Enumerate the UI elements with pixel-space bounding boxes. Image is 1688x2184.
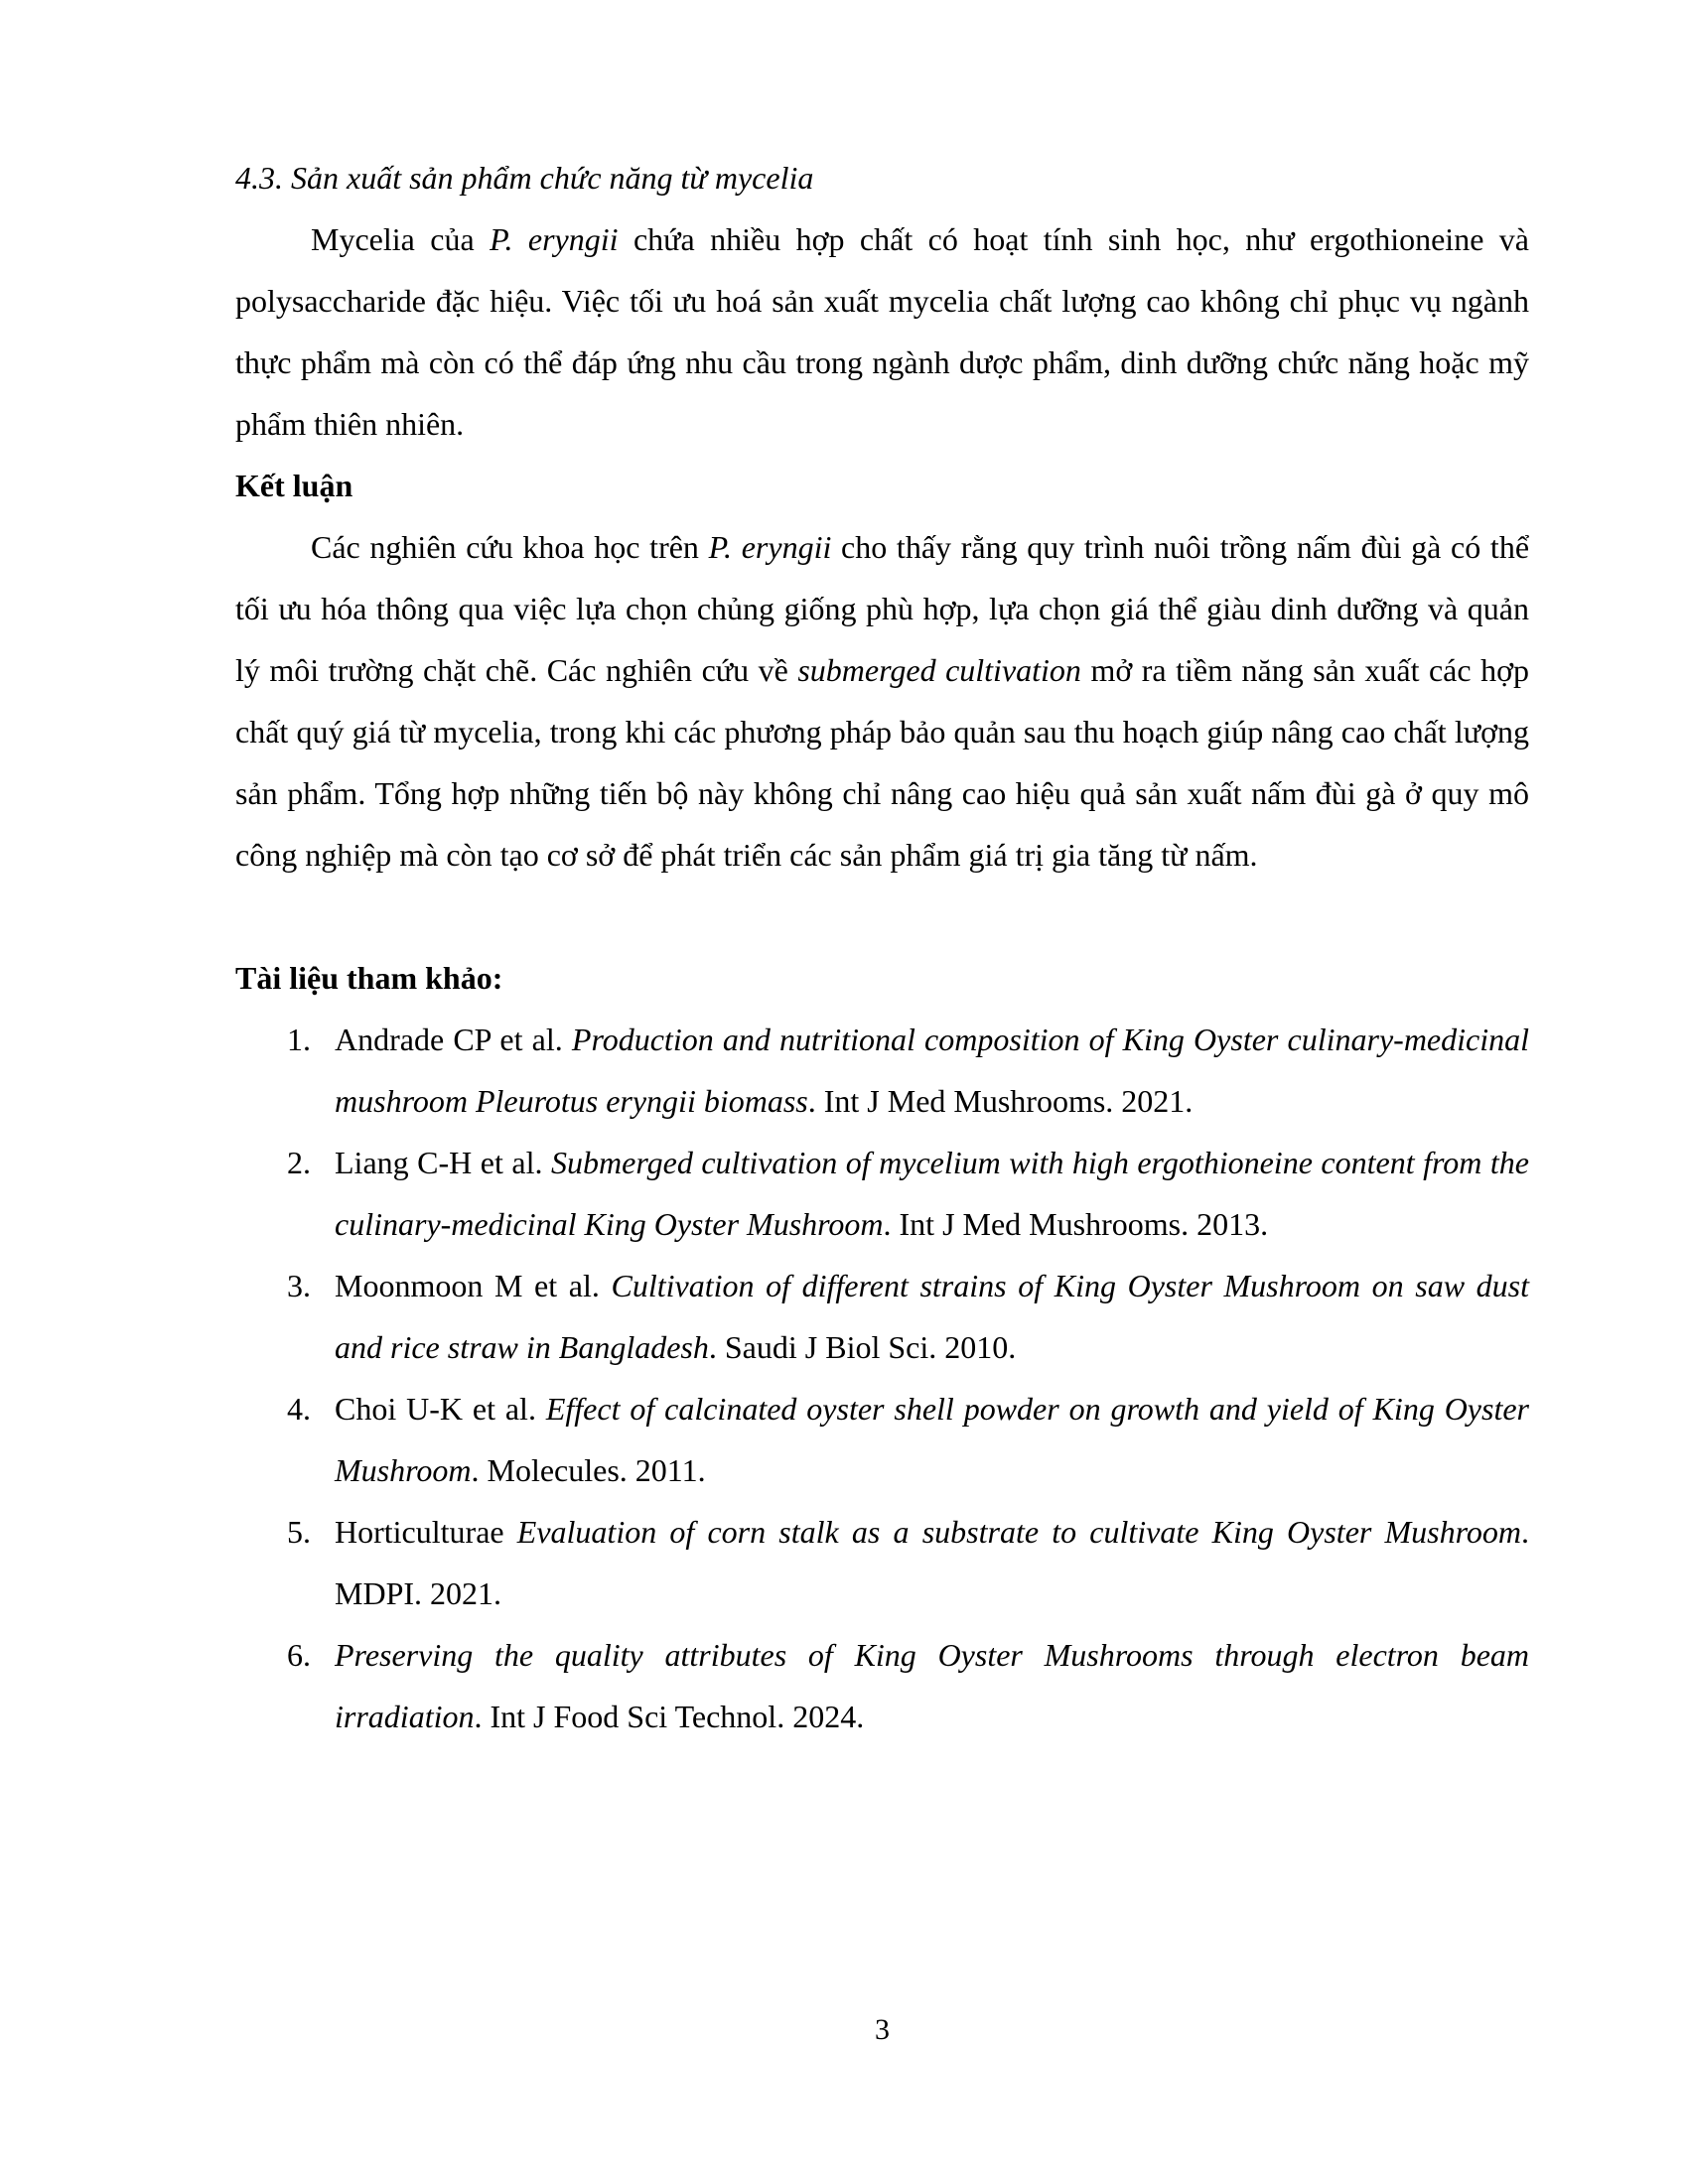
text-segment: Cultivation of different strains of King Oyster Mushroom on saw dust and rice straw in Bangladesh bbox=[335, 1268, 1530, 1365]
reference-item bbox=[235, 1378, 1529, 1501]
text-segment: Submerged cultivation of mycelium with high ergothioneine content from the culinary-medicinal King Oyster Mushroom bbox=[335, 1145, 1530, 1242]
text-segment: Liang C-H et al. bbox=[335, 1145, 552, 1180]
reference-text bbox=[335, 1268, 1529, 1365]
text-segment: Effect of calcinated oyster shell powder on growth and yield of King Oyster Mushroom bbox=[335, 1391, 1530, 1488]
text-segment: Evaluation of corn stalk as a substrate to cultivate King Oyster Mushroom bbox=[516, 1514, 1522, 1550]
paragraph-conclusion bbox=[235, 516, 1529, 886]
reference-number: 4. bbox=[287, 1391, 311, 1427]
reference-text bbox=[335, 1637, 1529, 1734]
reference-item bbox=[235, 1624, 1529, 1747]
text-segment: Production and nutritional composition of King Oyster culinary-medicinal mushroom Pleurotus eryngii biomass bbox=[335, 1022, 1530, 1119]
reference-number: 1. bbox=[287, 1022, 311, 1057]
text-segment: . MDPI. 2021. bbox=[335, 1514, 1530, 1611]
text-segment: . Int J Med Mushrooms. 2013. bbox=[883, 1206, 1269, 1242]
reference-text bbox=[335, 1514, 1529, 1611]
text-segment: P. eryngii bbox=[708, 529, 832, 565]
text-segment: mở ra tiềm năng sản xuất các hợp chất quý giá từ mycelia, trong khi các phương pháp bảo quản sau thu hoạch giúp nâng cao chất lượng sản phẩm. Tổng hợp những tiến bộ này không chỉ nâng cao hiệu quả sản xuất nấm đùi gà ở quy mô công nghiệp mà còn tạo cơ sở để phát triển các sản phẩm giá trị gia tăng từ nấm. bbox=[235, 652, 1530, 873]
text-segment: 4.3. Sản xuất sản phẩm chức năng từ mycelia bbox=[235, 160, 814, 196]
heading-conclusion: Kết luận bbox=[235, 468, 353, 503]
reference-text bbox=[335, 1022, 1529, 1119]
reference-item bbox=[235, 1255, 1529, 1378]
text-segment: . Int J Food Sci Technol. 2024. bbox=[474, 1699, 865, 1734]
reference-item bbox=[235, 1009, 1529, 1132]
reference-item bbox=[235, 1132, 1529, 1255]
reference-text bbox=[335, 1145, 1529, 1242]
text-segment: P. eryngii bbox=[490, 221, 619, 257]
text-segment: Mycelia của bbox=[311, 221, 491, 257]
reference-list bbox=[235, 1009, 1529, 1747]
reference-item bbox=[235, 1501, 1529, 1624]
reference-number: 6. bbox=[287, 1637, 311, 1673]
reference-text bbox=[335, 1391, 1529, 1488]
text-segment: . Int J Med Mushrooms. 2021. bbox=[807, 1083, 1194, 1119]
text-segment: Preserving the quality attributes of King Oyster Mushrooms through electron beam irradiation bbox=[335, 1637, 1529, 1734]
section-heading-4-3 bbox=[235, 147, 1529, 208]
text-segment: . Saudi J Biol Sci. 2010. bbox=[708, 1329, 1017, 1365]
text-segment: submerged cultivation bbox=[797, 652, 1081, 688]
reference-number: 2. bbox=[287, 1145, 311, 1180]
text-segment: cho thấy rằng quy trình nuôi trồng nấm đùi gà có thể tối ưu hóa thông qua việc lựa chọn chủng giống phù hợp, lựa chọn giá thể giàu dinh dưỡng và quản lý môi trường chặt chẽ. Các nghiên cứu về bbox=[235, 529, 1530, 688]
text-segment: Moonmoon M et al. bbox=[335, 1268, 612, 1303]
text-segment: Andrade CP et al. bbox=[335, 1022, 572, 1057]
text-segment: chứa nhiều hợp chất có hoạt tính sinh học, như ergothioneine và polysaccharide đặc hiệu. Việc tối ưu hoá sản xuất mycelia chất lượng cao không chỉ phục vụ ngành thực phẩm mà còn có thể đáp ứng nhu cầu trong ngành dược phẩm, dinh dưỡng chức năng hoặc mỹ phẩm thiên nhiên. bbox=[235, 221, 1529, 442]
heading-references: Tài liệu tham khảo: bbox=[235, 960, 503, 996]
text-segment: Horticulturae bbox=[335, 1514, 517, 1550]
reference-number: 3. bbox=[287, 1268, 311, 1303]
reference-number: 5. bbox=[287, 1514, 311, 1550]
text-segment: Choi U-K et al. bbox=[335, 1391, 546, 1427]
text-segment: . Molecules. 2011. bbox=[471, 1452, 706, 1488]
page-number: 3 bbox=[875, 2013, 890, 2046]
document-body bbox=[235, 147, 1529, 1747]
paragraph-mycelia bbox=[235, 208, 1529, 455]
text-segment: Các nghiên cứu khoa học trên bbox=[311, 529, 709, 565]
